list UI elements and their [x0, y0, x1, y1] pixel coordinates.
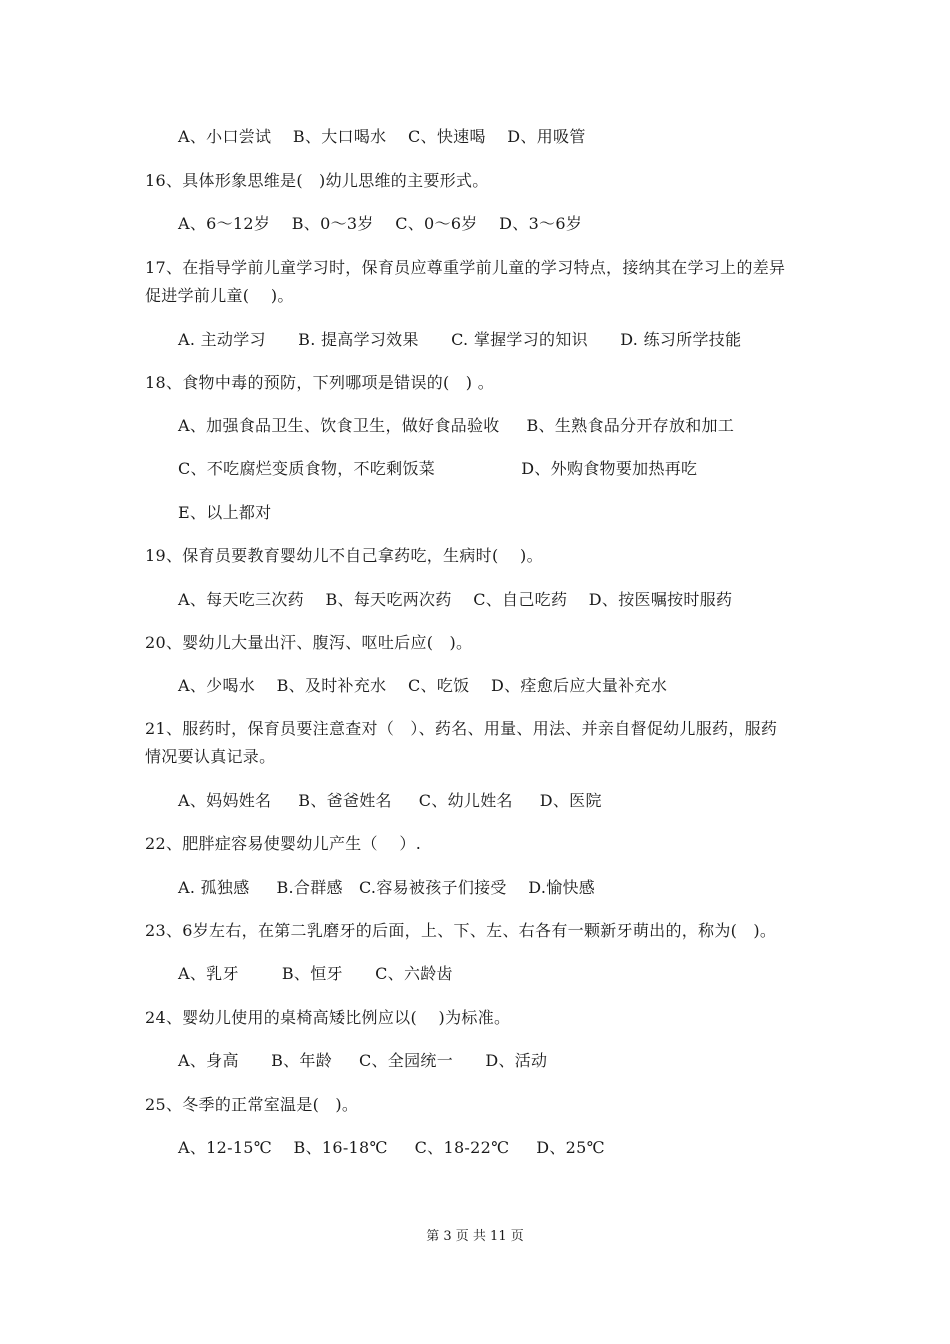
- answer-options: A、乳牙 B、恒牙 C、六龄齿: [178, 964, 453, 983]
- answer-options: A、12-15℃ B、16-18℃ C、18-22℃ D、25℃: [178, 1138, 605, 1157]
- answer-options: A、6～12岁 B、0～3岁 C、0～6岁 D、3～6岁: [178, 214, 583, 233]
- question-text: 20、婴幼儿大量出汗、腹泻、呕吐后应( )。: [145, 633, 473, 652]
- question-text: 18、食物中毒的预防，下列哪项是错误的( ) 。: [145, 373, 494, 392]
- question-text: 24、婴幼儿使用的桌椅高矮比例应以( )为标准。: [145, 1008, 511, 1027]
- answer-options: A、每天吃三次药 B、每天吃两次药 C、自己吃药 D、按医嘱按时服药: [178, 590, 733, 609]
- answer-options: A、加强食品卫生、饮食卫生，做好食品验收 B、生熟食品分开存放和加工: [178, 416, 735, 435]
- answer-options: A、妈妈姓名 B、爸爸姓名 C、幼儿姓名 D、医院: [178, 791, 602, 810]
- answer-options: C、不吃腐烂变质食物，不吃剩饭菜 D、外购食物要加热再吃: [178, 459, 698, 478]
- question-text: 16、具体形象思维是( )幼儿思维的主要形式。: [145, 171, 489, 190]
- answer-options: A、身高 B、年龄 C、全园统一 D、活动: [178, 1051, 548, 1070]
- answer-options: A、少喝水 B、及时补充水 C、吃饭 D、痊愈后应大量补充水: [178, 676, 668, 695]
- question-text: 25、冬季的正常室温是( )。: [145, 1095, 359, 1114]
- page-footer: 第 3 页 共 11 页: [426, 1229, 524, 1244]
- question-text: 21、服药时，保育员要注意查对（ ）、药名、用量、用法、并亲自督促幼儿服药，服药: [145, 719, 778, 738]
- answer-options: A、小口尝试 B、大口喝水 C、快速喝 D、用吸管: [178, 127, 586, 146]
- question-text: 情况要认真记录。: [145, 747, 276, 766]
- answer-options: E、以上都对: [178, 503, 272, 522]
- question-text: 17、在指导学前儿童学习时，保育员应尊重学前儿童的学习特点，接纳其在学习上的差异: [145, 258, 786, 277]
- answer-options: A. 主动学习 B. 提高学习效果 C. 掌握学习的知识 D. 练习所学技能: [178, 330, 742, 349]
- question-text: 促进学前儿童( )。: [145, 286, 294, 305]
- question-text: 23、6岁左右，在第二乳磨牙的后面，上、下、左、右各有一颗新牙萌出的，称为( )。: [145, 921, 777, 940]
- question-text: 19、保育员要教育婴幼儿不自己拿药吃，生病时( )。: [145, 546, 543, 565]
- answer-options: A. 孤独感 B.合群感 C.容易被孩子们接受 D.愉快感: [178, 878, 596, 897]
- question-text: 22、肥胖症容易使婴幼儿产生（ ）.: [145, 834, 422, 853]
